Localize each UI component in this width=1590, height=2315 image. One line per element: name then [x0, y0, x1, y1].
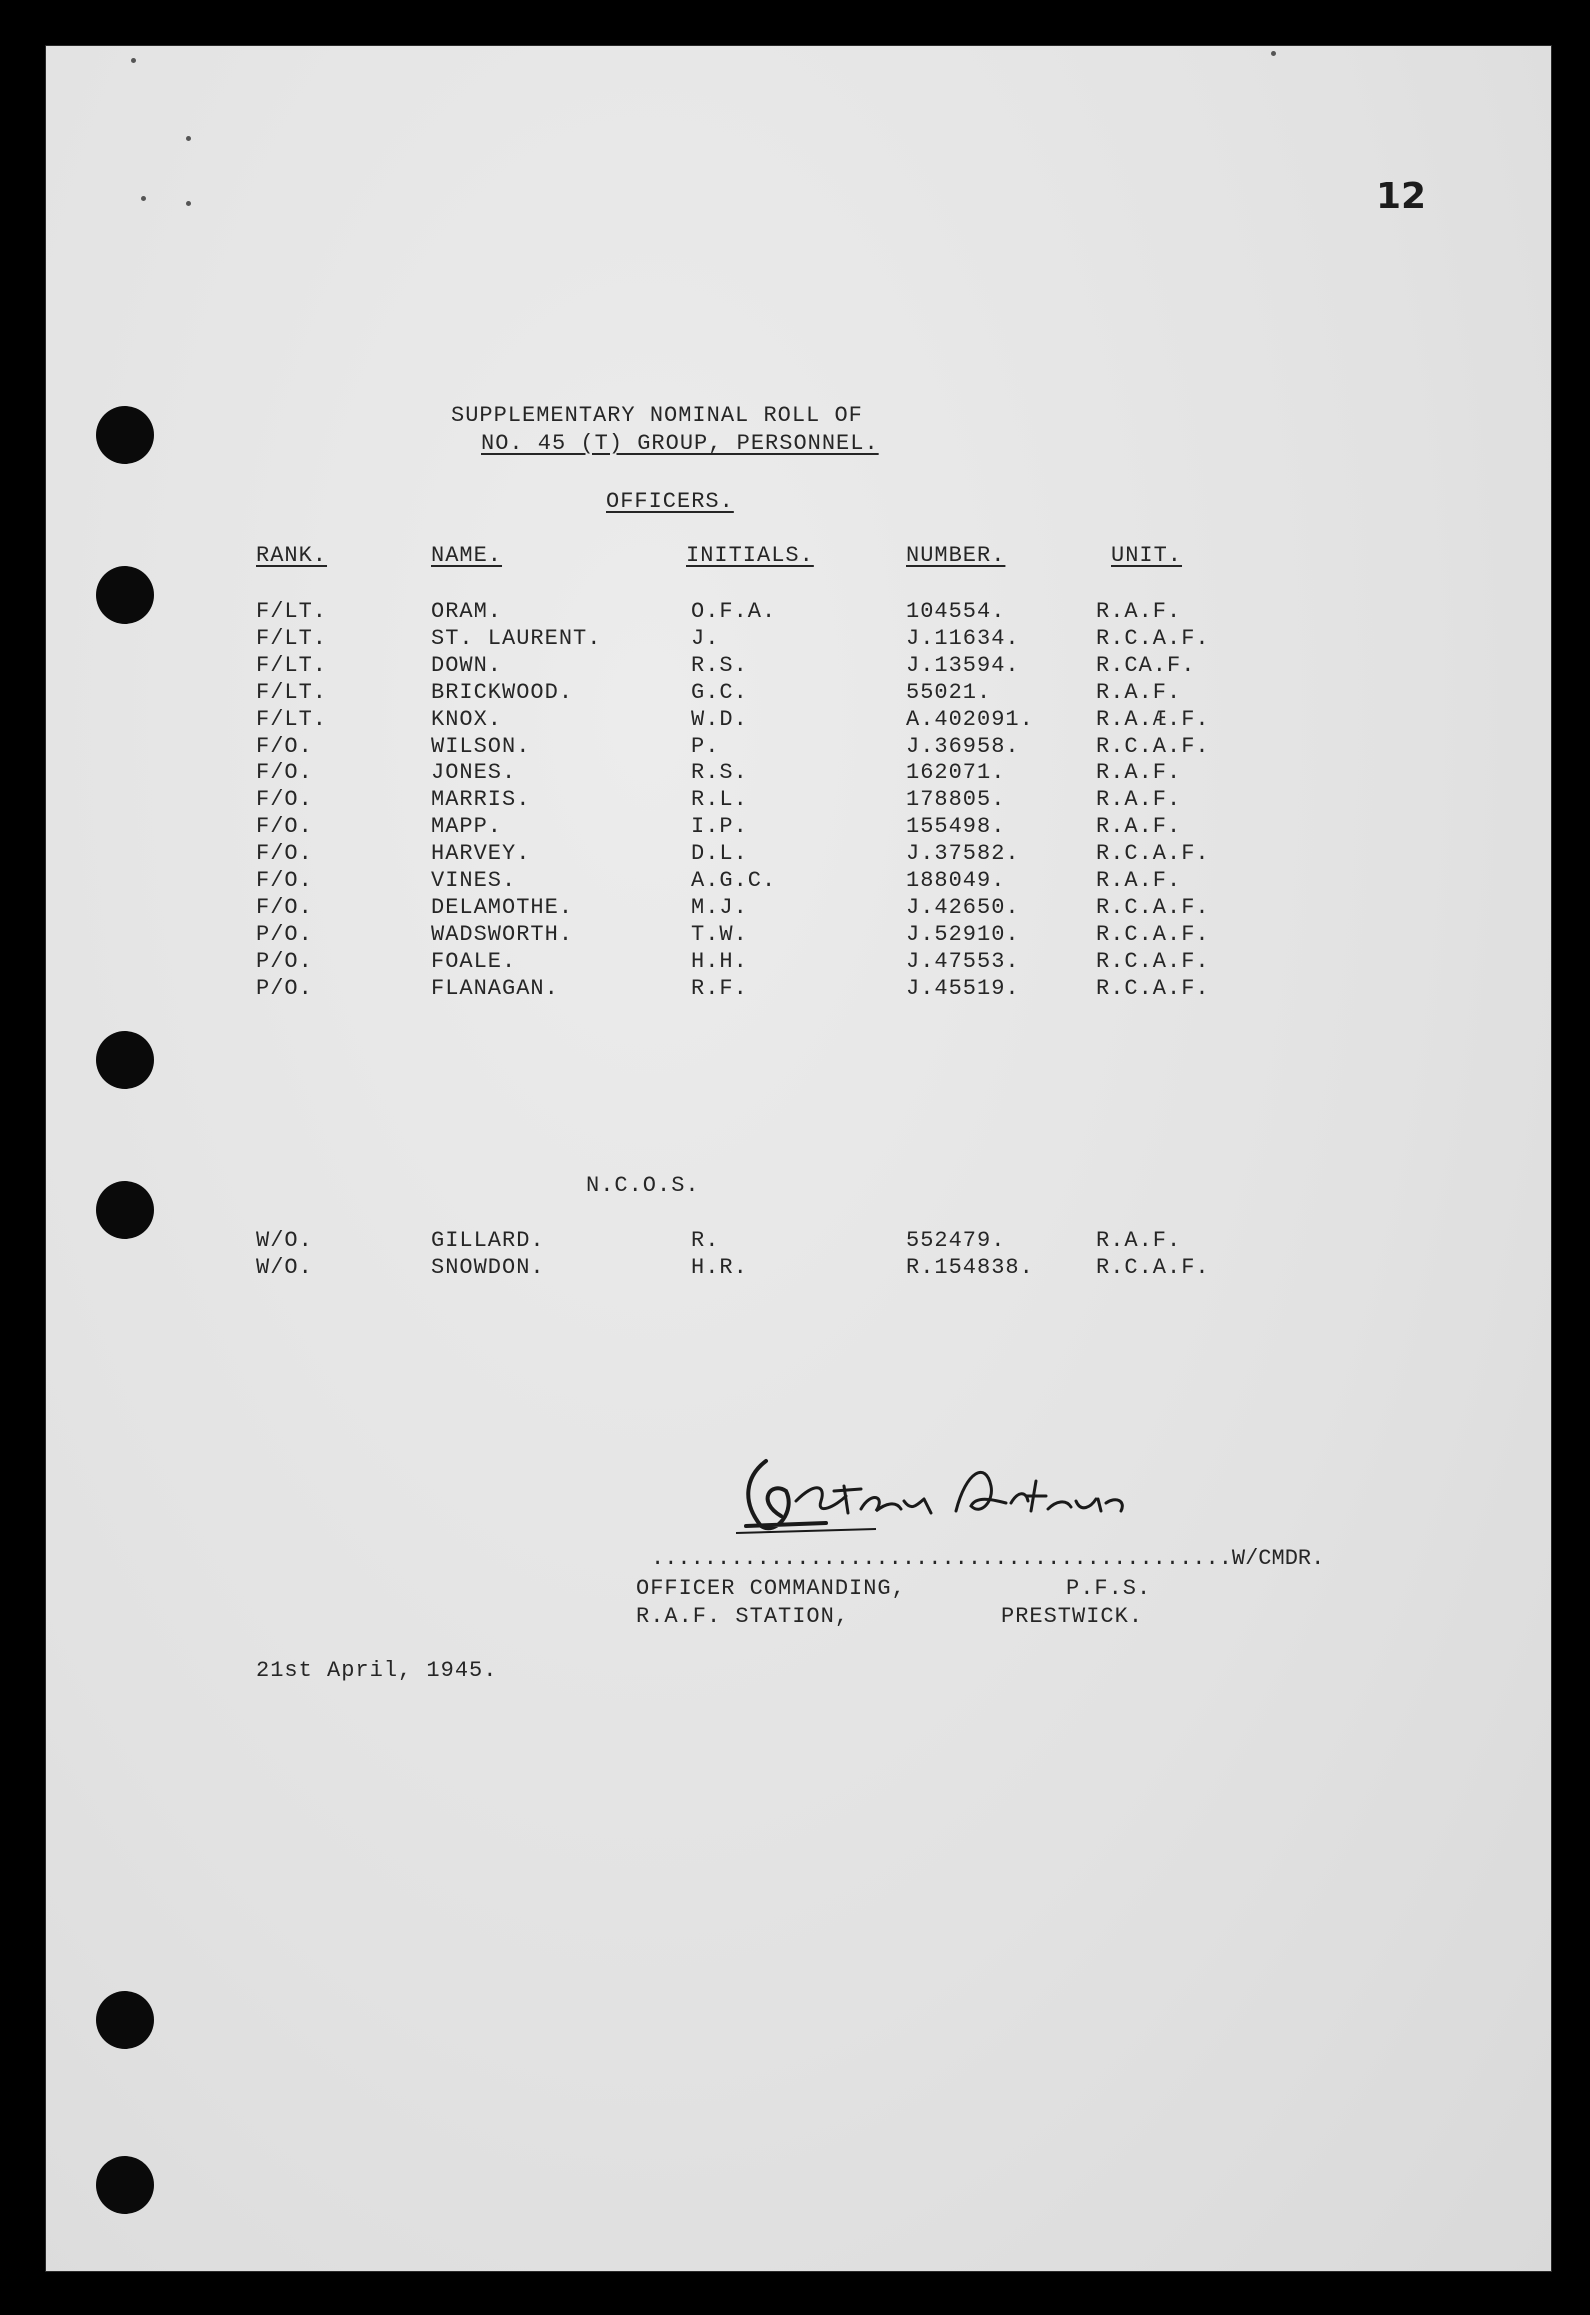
- roll-row: [46, 653, 1551, 681]
- initials-cell: P.: [691, 733, 720, 759]
- initials-cell: T.W.: [691, 921, 748, 947]
- rank-cell: F/LT.: [256, 652, 328, 678]
- initials-cell: H.R.: [691, 1255, 748, 1280]
- name-cell: GILLARD.: [431, 1228, 545, 1253]
- number-cell: J.42650.: [906, 894, 1020, 920]
- initials-cell: M.J.: [691, 894, 748, 920]
- number-cell: 162071.: [906, 760, 1006, 786]
- signature-dotted-line: ............................................W/CMDR.: [651, 1546, 1325, 1571]
- initials-cell: D.L.: [691, 841, 748, 867]
- unit-cell: R.A.F.: [1096, 868, 1182, 893]
- rank-cell: F/O.: [256, 868, 313, 893]
- unit-cell: R.CA.F.: [1096, 652, 1196, 678]
- number-cell: 178805.: [906, 787, 1006, 813]
- roll-row: [46, 976, 1551, 1004]
- officers-section-title: OFFICERS.: [606, 489, 734, 514]
- rank-cell: F/LT.: [256, 625, 328, 651]
- name-cell: BRICKWOOD.: [431, 679, 574, 705]
- heading-line-2: NO. 45 (T) GROUP, PERSONNEL.: [481, 431, 879, 456]
- unit-cell: R.A.F.: [1096, 1228, 1182, 1253]
- name-cell: MAPP.: [431, 814, 503, 840]
- signature-line-2-right: PRESTWICK.: [1001, 1604, 1144, 1629]
- speck: [186, 136, 191, 141]
- roll-row: [46, 1228, 1551, 1256]
- roll-row: [46, 841, 1551, 869]
- number-cell: J.11634.: [906, 625, 1020, 651]
- number-cell: R.154838.: [906, 1255, 1034, 1280]
- document-date: 21st April, 1945.: [256, 1658, 498, 1683]
- roll-row: [46, 949, 1551, 977]
- column-header-row: [46, 543, 1551, 571]
- column-header-name: NAME.: [431, 543, 503, 568]
- unit-cell: R.C.A.F.: [1096, 733, 1210, 759]
- initials-cell: I.P.: [691, 814, 748, 840]
- name-cell: VINES.: [431, 868, 517, 893]
- number-cell: J.36958.: [906, 733, 1020, 759]
- rank-cell: P/O.: [256, 948, 313, 974]
- unit-cell: R.C.A.F.: [1096, 1255, 1210, 1280]
- number-cell: 552479.: [906, 1228, 1006, 1253]
- roll-row: [46, 626, 1551, 654]
- rank-cell: W/O.: [256, 1228, 313, 1253]
- number-cell: 55021.: [906, 679, 992, 705]
- rank-cell: F/O.: [256, 760, 313, 786]
- punch-hole: [96, 1991, 154, 2049]
- unit-cell: R.C.A.F.: [1096, 841, 1210, 867]
- signature-line-1-left: OFFICER COMMANDING,: [636, 1576, 906, 1601]
- name-cell: FLANAGAN.: [431, 975, 559, 1001]
- initials-cell: R.S.: [691, 760, 748, 786]
- roll-row: [46, 895, 1551, 923]
- unit-cell: R.A.F.: [1096, 599, 1182, 624]
- rank-cell: F/LT.: [256, 706, 328, 732]
- initials-cell: R.S.: [691, 652, 748, 678]
- punch-hole: [96, 2156, 154, 2214]
- unit-cell: R.A.F.: [1096, 679, 1182, 705]
- signature: [726, 1441, 1186, 1561]
- initials-cell: H.H.: [691, 948, 748, 974]
- number-cell: 155498.: [906, 814, 1006, 840]
- punch-hole: [96, 1031, 154, 1089]
- rank-cell: W/O.: [256, 1255, 313, 1280]
- heading-line-1: SUPPLEMENTARY NOMINAL ROLL OF: [451, 403, 863, 428]
- initials-cell: J.: [691, 625, 720, 651]
- roll-row: [46, 760, 1551, 788]
- unit-cell: R.A.F.: [1096, 814, 1182, 840]
- unit-cell: R.A.Æ.F.: [1096, 706, 1210, 732]
- roll-row: [46, 814, 1551, 842]
- signature-line-2-left: R.A.F. STATION,: [636, 1604, 850, 1629]
- roll-row: [46, 599, 1551, 627]
- name-cell: WILSON.: [431, 733, 531, 759]
- name-cell: JONES.: [431, 760, 517, 786]
- roll-row: [46, 868, 1551, 896]
- initials-cell: O.F.A.: [691, 599, 777, 624]
- roll-row: [46, 922, 1551, 950]
- signature-line-1-right: P.F.S.: [1066, 1576, 1152, 1601]
- rank-cell: P/O.: [256, 975, 313, 1001]
- rank-cell: P/O.: [256, 921, 313, 947]
- name-cell: DELAMOTHE.: [431, 894, 574, 920]
- number-cell: J.47553.: [906, 948, 1020, 974]
- initials-cell: R.: [691, 1228, 720, 1253]
- number-cell: J.37582.: [906, 841, 1020, 867]
- unit-cell: R.A.F.: [1096, 787, 1182, 813]
- column-header-rank: RANK.: [256, 543, 328, 568]
- number-cell: J.52910.: [906, 921, 1020, 947]
- rank-cell: F/LT.: [256, 599, 328, 624]
- name-cell: SNOWDON.: [431, 1255, 545, 1280]
- speck: [1271, 51, 1276, 56]
- number-cell: 104554.: [906, 599, 1006, 624]
- initials-cell: R.L.: [691, 787, 748, 813]
- unit-cell: R.C.A.F.: [1096, 921, 1210, 947]
- name-cell: MARRIS.: [431, 787, 531, 813]
- rank-cell: F/O.: [256, 841, 313, 867]
- rank-cell: F/O.: [256, 894, 313, 920]
- column-header-initials: INITIALS.: [686, 543, 814, 568]
- roll-row: [46, 734, 1551, 762]
- speck: [186, 201, 191, 206]
- column-header-unit: UNIT.: [1111, 543, 1183, 568]
- unit-cell: R.C.A.F.: [1096, 625, 1210, 651]
- initials-cell: W.D.: [691, 706, 748, 732]
- roll-row: [46, 787, 1551, 815]
- name-cell: WADSWORTH.: [431, 921, 574, 947]
- name-cell: HARVEY.: [431, 841, 531, 867]
- rank-cell: F/O.: [256, 787, 313, 813]
- column-header-number: NUMBER.: [906, 543, 1006, 568]
- initials-cell: A.G.C.: [691, 868, 777, 893]
- unit-cell: R.C.A.F.: [1096, 948, 1210, 974]
- number-cell: A.402091.: [906, 706, 1034, 732]
- unit-cell: R.C.A.F.: [1096, 894, 1210, 920]
- roll-row: [46, 707, 1551, 735]
- rank-cell: F/O.: [256, 814, 313, 840]
- page-number: 12: [1376, 176, 1427, 217]
- name-cell: ORAM.: [431, 599, 503, 624]
- speck: [131, 58, 136, 63]
- speck: [141, 196, 146, 201]
- unit-cell: R.A.F.: [1096, 760, 1182, 786]
- number-cell: J.13594.: [906, 652, 1020, 678]
- number-cell: J.45519.: [906, 975, 1020, 1001]
- rank-cell: F/O.: [256, 733, 313, 759]
- number-cell: 188049.: [906, 868, 1006, 893]
- ncos-section-title: N.C.O.S.: [586, 1173, 700, 1198]
- rank-cell: F/LT.: [256, 679, 328, 705]
- roll-row: [46, 1255, 1551, 1283]
- initials-cell: R.F.: [691, 975, 748, 1001]
- roll-row: [46, 680, 1551, 708]
- name-cell: KNOX.: [431, 706, 503, 732]
- name-cell: DOWN.: [431, 652, 503, 678]
- unit-cell: R.C.A.F.: [1096, 975, 1210, 1001]
- document-page: [45, 45, 1552, 2272]
- initials-cell: G.C.: [691, 679, 748, 705]
- name-cell: FOALE.: [431, 948, 517, 974]
- name-cell: ST. LAURENT.: [431, 625, 602, 651]
- punch-hole: [96, 406, 154, 464]
